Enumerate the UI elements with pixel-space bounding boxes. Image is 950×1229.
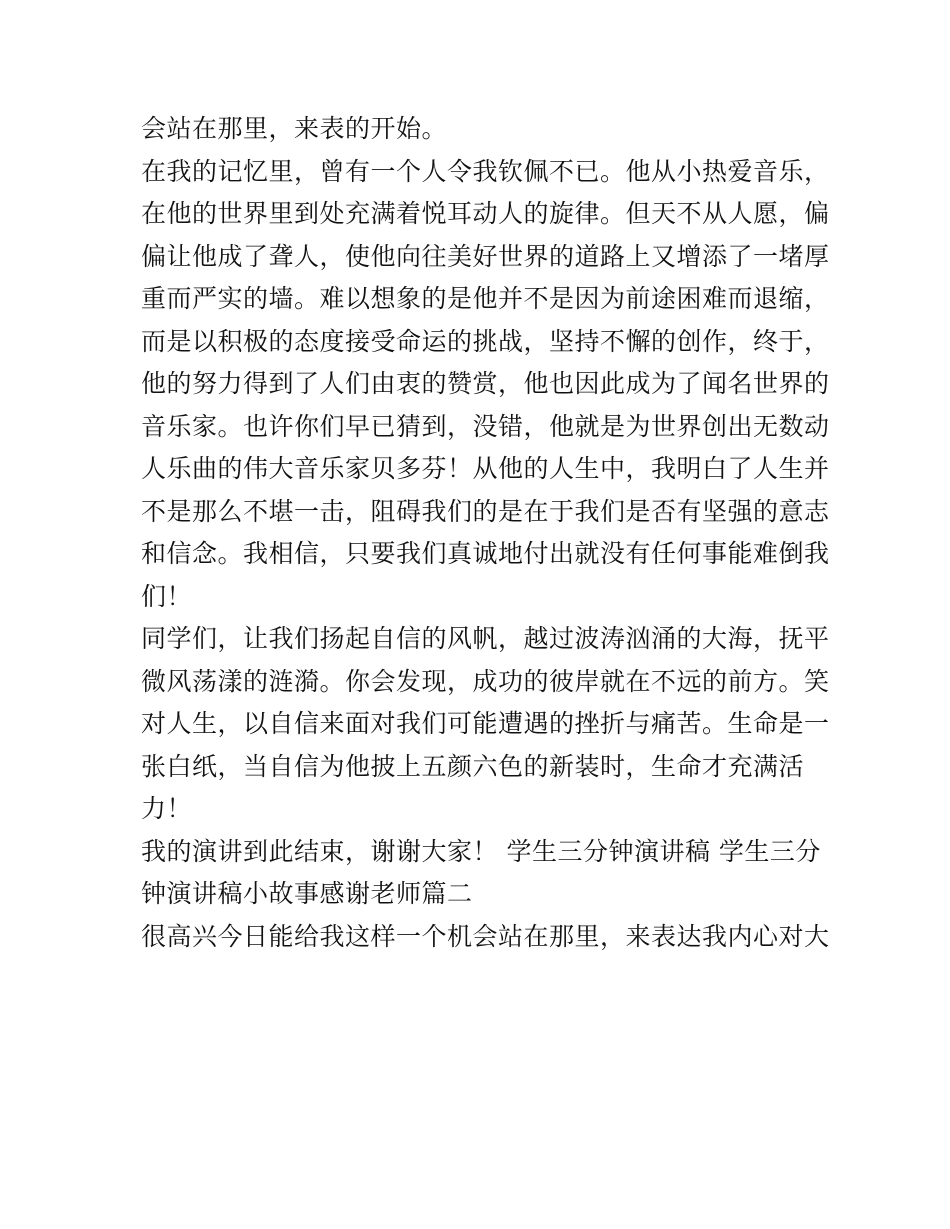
text-line: 他的努力得到了人们由衷的赞赏，他也因此成为了闻名世界的 bbox=[141, 369, 830, 398]
text-line: 音乐家。也许你们早已猜到，没错，他就是为世界创出无数动 bbox=[141, 411, 830, 441]
text-line: 不是那么不堪一击，阻碍我们的是在于我们是否有坚强的意志 bbox=[141, 496, 830, 526]
text-line: 和信念。我相信，只要我们真诚地付出就没有任何事能难倒我 bbox=[141, 539, 830, 568]
text-line: 力！ bbox=[141, 794, 193, 823]
text-line: 会站在那里，来表的开始。 bbox=[141, 114, 448, 143]
text-line: 重而严实的墙。难以想象的是他并不是因为前途困难而退缩， bbox=[141, 284, 830, 313]
text-line: 微风荡漾的涟漪。你会发现，成功的彼岸就在不远的前方。笑 bbox=[141, 666, 830, 696]
text-line: 而是以积极的态度接受命运的挑战，坚持不懈的创作，终于， bbox=[141, 326, 830, 356]
text-line: 同学们，让我们扬起自信的风帆，越过波涛汹涌的大海，抚平 bbox=[141, 624, 830, 653]
text-line: 张白纸，当自信为他披上五颜六色的新装时，生命才充满活 bbox=[141, 751, 805, 781]
text-line: 很高兴今日能给我这样一个机会站在那里，来表达我内心对大 bbox=[141, 921, 830, 951]
text-line: 偏让他成了聋人，使他向往美好世界的道路上又增添了一堵厚 bbox=[141, 241, 830, 271]
text-line: 在我的记忆里，曾有一个人令我钦佩不已。他从小热爱音乐， bbox=[141, 156, 830, 186]
text-line: 钟演讲稿小故事感谢老师篇二 bbox=[141, 879, 473, 908]
text-line: 我的演讲到此结束，谢谢大家！ 学生三分钟演讲稿 学生三分 bbox=[141, 836, 821, 866]
body-text bbox=[141, 108, 830, 958]
text-line: 在他的世界里到处充满着悦耳动人的旋律。但天不从人愿，偏 bbox=[141, 199, 830, 228]
text-line: 人乐曲的伟大音乐家贝多芬！从他的人生中，我明白了人生并 bbox=[141, 454, 830, 483]
text-line: 们！ bbox=[141, 581, 193, 611]
text-line: 对人生，以自信来面对我们可能遭遇的挫折与痛苦。生命是一 bbox=[141, 709, 830, 738]
